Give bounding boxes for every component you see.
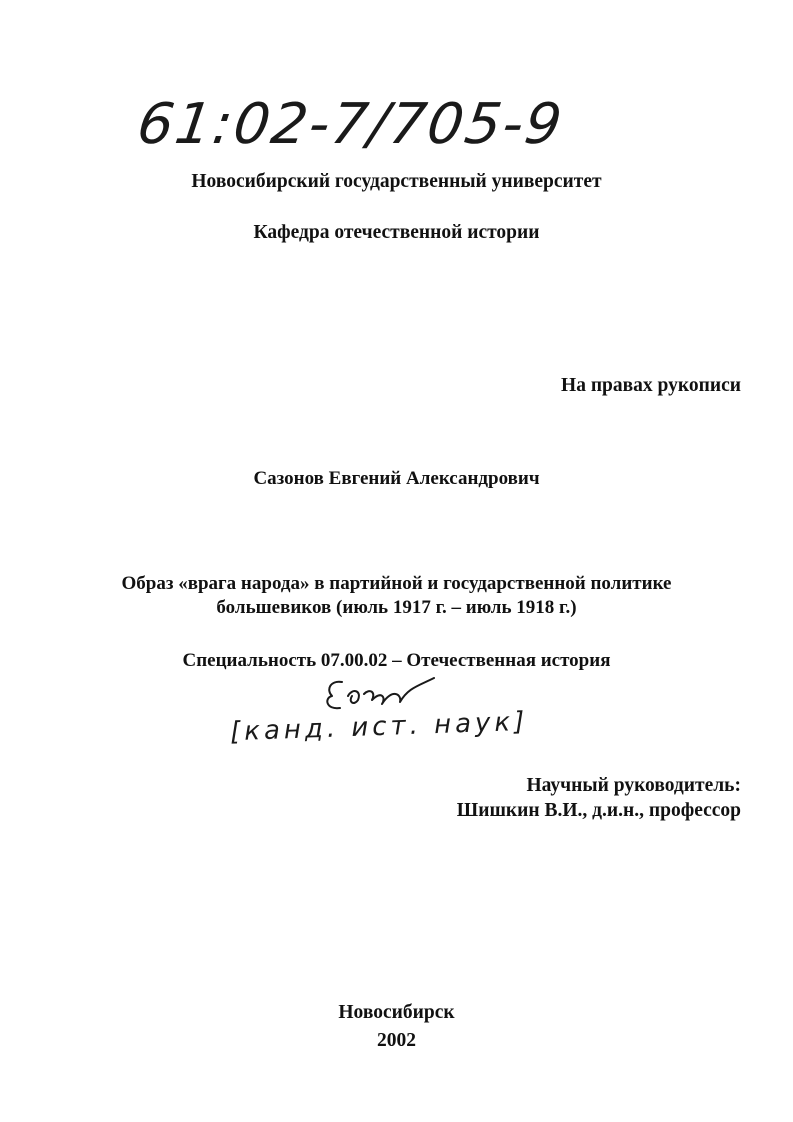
university-name: Новосибирский государственный университет: [191, 171, 602, 192]
author-name: Сазонов Евгений Александрович: [253, 468, 540, 489]
supervisor-name: Шишкин В.И., д.и.н., профессор: [456, 800, 741, 821]
year: 2002: [377, 1030, 416, 1051]
specialty: Специальность 07.00.02 – Отечественная история: [182, 650, 611, 671]
dissertation-title-line-1: Образ «врага народа» в партийной и государственной политике: [121, 573, 672, 594]
supervisor-label: Научный руководитель:: [526, 775, 741, 796]
handwritten-catalog-code: 61:02-7/705-9: [133, 92, 568, 157]
handwritten-degree-note: [канд. ист. наук]: [229, 706, 529, 748]
dissertation-title-line-2: большевиков (июль 1917 г. – июль 1918 г.): [216, 597, 577, 618]
department-name: Кафедра отечественной истории: [253, 222, 540, 243]
city: Новосибирск: [338, 1002, 455, 1023]
manuscript-rights-note: На правах рукописи: [561, 375, 741, 396]
